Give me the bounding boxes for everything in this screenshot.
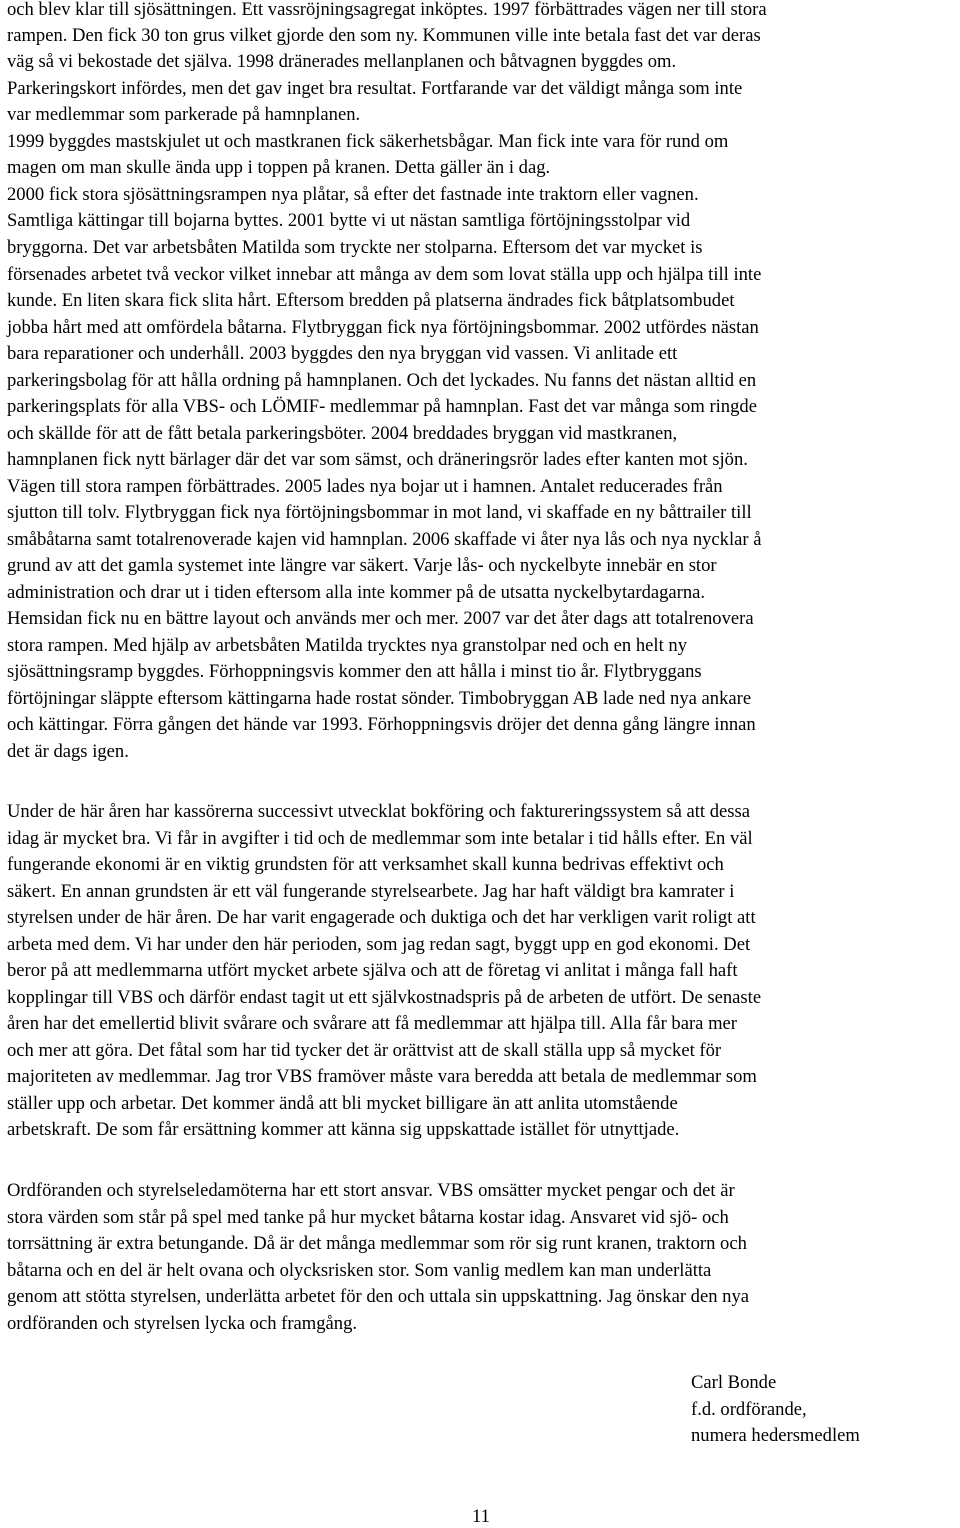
paragraph1-line: sjösättningsramp byggdes. Förhoppningsvis kommer den att hålla i minst tio år. Flytbryggans — [7, 661, 702, 682]
paragraph1-line: bryggorna. Det var arbetsbåten Matilda som tryckte ner stolparna. Eftersom det var mycket is — [7, 237, 703, 258]
paragraph1-line: Samtliga kättingar till bojarna byttes. 2001 bytte vi ut nästan samtliga förtöjningsstolpar vid — [7, 210, 691, 231]
paragraph2-line: idag är mycket bra. Vi får in avgifter i tid och de medlemmar som inte betalar i tid hålls efter. En väl — [7, 828, 753, 849]
paragraph1-line: Hemsidan fick nu en bättre layout och används mer och mer. 2007 var det åter dags att totalrenovera — [7, 608, 754, 629]
paragraph1-line: och blev klar till sjösättningen. Ett vassröjningsagregat inköptes. 1997 förbättrades vägen ner till stora — [7, 0, 767, 20]
paragraph1-line: jobba hårt med att omfördela båtarna. Flytbryggan fick nya förtöjningsbommar. 2002 utfördes nästan — [7, 317, 759, 338]
paragraph2-line: säkert. En annan grundsten är ett väl fungerande styrelsearbete. Jag har haft väldigt bra kamrater i — [7, 881, 735, 902]
paragraph1-line: Parkeringskort infördes, men det gav inget bra resultat. Fortfarande var det väldigt många som inte — [7, 78, 743, 99]
paragraph3-line: ordföranden och styrelsen lycka och framgång. — [7, 1313, 358, 1334]
paragraph2-line: åren har det emellertid blivit svårare och svårare att få medlemmar att hjälpa till. Alla får bara mer — [7, 1013, 737, 1034]
paragraph2-line: fungerande ekonomi är en viktig grundsten för att verksamhet skall kunna bedrivas effektivt och — [7, 854, 724, 875]
paragraph1-line: sjutton till tolv. Flytbryggan fick nya förtöjningsbommar in mot land, vi skaffade en ny båttrailer till — [7, 502, 752, 523]
paragraph1-line: stora rampen. Med hjälp av arbetsbåten Matilda trycktes nya granstolpar ned och en helt ny — [7, 635, 687, 656]
paragraph1-line: var medlemmar som parkerade på hamnplanen. — [7, 104, 361, 125]
paragraph1-line: parkeringsplats för alla VBS- och LÖMIF- medlemmar på hamnplan. Fast det var många som ringde — [7, 396, 757, 417]
paragraph1-line: rampen. Den fick 30 ton grus vilket gjorde den som ny. Kommunen ville inte betala fast det var deras — [7, 25, 761, 46]
paragraph2-line: kopplingar till VBS och därför endast tagit ut ett självkostnadspris på de arbeten de utfört. De senaste — [7, 987, 762, 1008]
paragraph2-line: ställer upp och arbetar. Det kommer ändå att bli mycket billigare än att anlita utomstående — [7, 1093, 678, 1114]
paragraph2-line: styrelsen under de här åren. De har varit engagerade och duktiga och det har verkligen varit roligt att — [7, 907, 756, 928]
page-number: 11 — [472, 1506, 490, 1527]
paragraph3-line: Ordföranden och styrelseledamöterna har ett stort ansvar. VBS omsätter mycket pengar och det är — [7, 1180, 735, 1201]
paragraph1-line: försenades arbetet två veckor vilket innebar att många av dem som lovat ställa upp och hjälpa till inte — [7, 264, 762, 285]
paragraph1-line: väg så vi bekostade det själva. 1998 dränerades mellanplanen och båtvagnen byggdes om. — [7, 51, 677, 72]
signature-name: Carl Bonde — [691, 1372, 777, 1393]
paragraph2-line: arbetskraft. De som får ersättning kommer att känna sig uppskattade istället för utnyttjade. — [7, 1119, 680, 1140]
paragraph2-line: Under de här åren har kassörerna successivt utvecklat bokföring och faktureringssystem så att dessa — [7, 801, 750, 822]
paragraph1-line: Vägen till stora rampen förbättrades. 2005 lades nya bojar ut i hamnen. Antalet reducerades från — [7, 476, 723, 497]
paragraph2-line: majoriteten av medlemmar. Jag tror VBS framöver måste vara beredda att betala de medlemmar som — [7, 1066, 757, 1087]
paragraph2-line: beror på att medlemmarna utfört mycket arbete själva och att de företag vi anlitat i många fall haft — [7, 960, 738, 981]
paragraph3-line: stora värden som står på spel med tanke på hur mycket båtarna kostar idag. Ansvaret vid sjö- och — [7, 1207, 729, 1228]
paragraph1-line: bara reparationer och underhåll. 2003 byggdes den nya bryggan vid vassen. Vi anlitade ett — [7, 343, 678, 364]
paragraph1-line: magen om man skulle ända upp i toppen på kranen. Detta gäller än i dag. — [7, 157, 551, 178]
paragraph2-line: och mer att göra. Det fåtal som har tid tycker det är orättvist att de skall ställa upp så mycket för — [7, 1040, 722, 1061]
signature-role: f.d. ordförande, — [691, 1399, 807, 1420]
paragraph1-line: småbåtarna samt totalrenoverade kajen vid hamnplan. 2006 skaffade vi åter nya lås och nya nycklar å — [7, 529, 762, 550]
paragraph1-line: och skällde för att de fått betala parkeringsböter. 2004 breddades bryggan vid mastkranen, — [7, 423, 678, 444]
paragraph1-line: administration och drar ut i tiden eftersom alla inte kommer på de utsatta nyckelbytardagarna. — [7, 582, 706, 603]
paragraph1-line: 2000 fick stora sjösättningsrampen nya plåtar, så efter det fastnade inte traktorn eller vagnen. — [7, 184, 699, 205]
paragraph1-line: hamnplanen fick nytt bärlager där det var som sämst, och dräneringsrör lades efter kanten mot sjön. — [7, 449, 748, 470]
paragraph3-line: båtarna och en del är helt ovana och olycksrisken stor. Som vanlig medlem kan man underlätta — [7, 1260, 712, 1281]
paragraph1-line: förtöjningar släppte eftersom kättingarna hade rostat sönder. Timbobryggan AB lade ned nya ankare — [7, 688, 752, 709]
paragraph3-line: torrsättning är extra betungande. Då är det många medlemmar som rör sig runt kranen, traktorn och — [7, 1233, 747, 1254]
paragraph1-line: grund av att det gamla systemet inte längre var säkert. Varje lås- och nyckelbyte innebär en stor — [7, 555, 717, 576]
paragraph3-line: genom att stötta styrelsen, underlätta arbetet för den och uttala sin uppskattning. Jag önskar den nya — [7, 1286, 749, 1307]
signature-status: numera hedersmedlem — [691, 1425, 860, 1446]
paragraph1-line: kunde. En liten skara fick slita hårt. Eftersom bredden på platserna ändrades fick båtplatsombudet — [7, 290, 735, 311]
paragraph1-line: och kättingar. Förra gången det hände var 1993. Förhoppningsvis dröjer det denna gång längre innan — [7, 714, 756, 735]
paragraph2-line: arbeta med dem. Vi har under den här perioden, som jag redan sagt, byggt upp en god ekonomi. Det — [7, 934, 751, 955]
paragraph1-line: 1999 byggdes mastskjulet ut och mastkranen fick säkerhetsbågar. Man fick inte vara för rund om — [7, 131, 729, 152]
paragraph1-line: det är dags igen. — [7, 741, 129, 762]
paragraph1-line: parkeringsbolag för att hålla ordning på hamnplanen. Och det lyckades. Nu fanns det nästan alltid en — [7, 370, 757, 391]
